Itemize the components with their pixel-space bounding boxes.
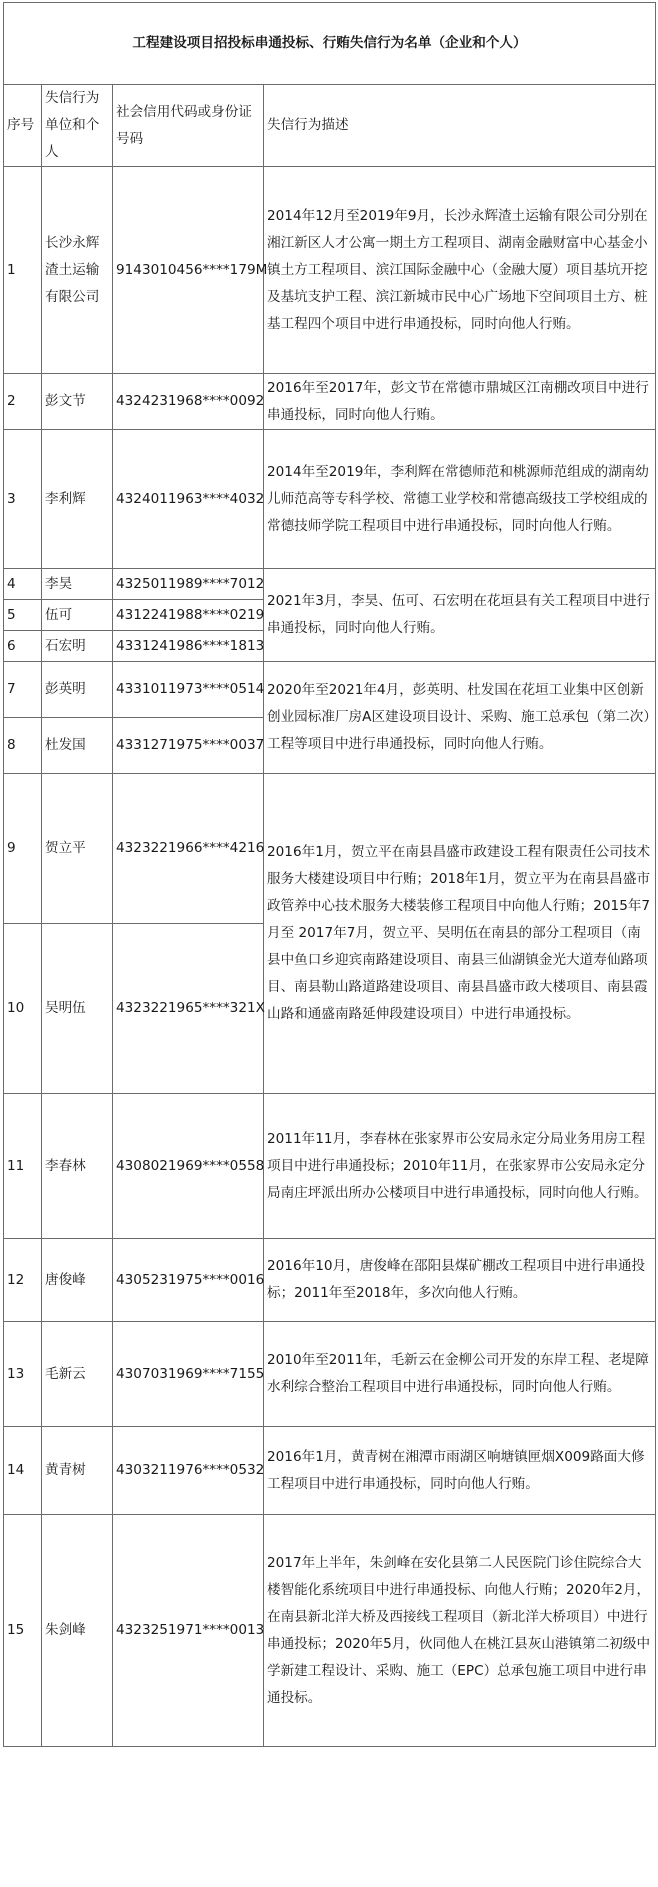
row-code: 4331271975****0037 [113,718,264,774]
row-party: 唐俊峰 [42,1239,113,1322]
header-party: 失信行为单位和个人 [42,85,113,167]
row-code: 4331011973****0514 [113,662,264,718]
table-row [4,1515,656,1747]
table-row [4,662,656,718]
row-description: 2010年至2011年，毛新云在金柳公司开发的东岸工程、老堤障水利综合整治工程项目中进行串通投标，同时向他人行贿。 [264,1322,656,1427]
row-party: 彭英明 [42,662,113,718]
table-row [4,774,656,924]
row-code: 4324231968****0092 [113,374,264,430]
row-index: 3 [4,430,42,569]
row-index: 13 [4,1322,42,1427]
row-index: 1 [4,167,42,374]
row-party: 李昊 [42,569,113,600]
header-index: 序号 [4,85,42,167]
table-row [4,1427,656,1515]
row-code: 4305231975****0016 [113,1239,264,1322]
row-description: 2016年1月，贺立平在南县昌盛市政建设工程有限责任公司技术服务大楼建设项目中行贿；2018年1月，贺立平为在南县昌盛市政管养中心技术服务大楼装修工程项目中向他人行贿；2015年7月至 2017年7月，贺立平、吴明伍在南县的部分工程项目（南县中鱼口乡迎宾南路建设项目、南县三仙湖镇金光大道寿仙路项目、南县勒山路道路建设项目、南县昌盛市政大楼项目、南县霞山路和通盛南路延伸段建设项目）中进行串通投标。 [264,774,656,1094]
row-index: 11 [4,1094,42,1239]
row-party: 李利辉 [42,430,113,569]
row-description: 2011年11月，李春林在张家界市公安局永定分局业务用房工程项目中进行串通投标；2010年11月，在张家界市公安局永定分局南庄坪派出所办公楼项目中进行串通投标，同时向他人行贿。 [264,1094,656,1239]
table-row [4,167,656,374]
table-title: 工程建设项目招投标串通投标、行贿失信行为名单（企业和个人） [4,3,656,85]
row-index: 14 [4,1427,42,1515]
row-party: 杜发国 [42,718,113,774]
row-party: 黄青树 [42,1427,113,1515]
row-description: 2016年至2017年，彭文节在常德市鼎城区江南棚改项目中进行串通投标，同时向他人行贿。 [264,374,656,430]
row-code: 4331241986****1813 [113,631,264,662]
row-description: 2014年至2019年，李利辉在常德师范和桃源师范组成的湖南幼儿师范高等专科学校、常德工业学校和常德高级技工学校组成的常德技师学院工程项目中进行串通投标，同时向他人行贿。 [264,430,656,569]
table-row [4,1094,656,1239]
row-code: 4307031969****7155 [113,1322,264,1427]
row-code: 9143010456****179M [113,167,264,374]
table-row [4,430,656,569]
page [0,2,658,1887]
row-party: 吴明伍 [42,924,113,1094]
row-code: 4323251971****0013 [113,1515,264,1747]
dishonesty-list-table [3,2,656,1747]
row-party: 伍可 [42,600,113,631]
row-index: 5 [4,600,42,631]
row-party: 李春林 [42,1094,113,1239]
row-index: 7 [4,662,42,718]
row-description: 2020年至2021年4月，彭英明、杜发国在花垣工业集中区创新创业园标准厂房A区建设项目设计、采购、施工总承包（第二次）工程等项目中进行串通投标，同时向他人行贿。 [264,662,656,774]
table-row [4,1239,656,1322]
row-code: 4323221966****4216 [113,774,264,924]
row-code: 4323221965****321X [113,924,264,1094]
row-code: 4312241988****0219 [113,600,264,631]
row-description: 2017年上半年，朱剑峰在安化县第二人民医院门诊住院综合大楼智能化系统项目中进行串通投标、向他人行贿；2020年2月，在南县新北洋大桥及西接线工程项目（新北洋大桥项目）中进行串通投标；2020年5月，伙同他人在桃江县灰山港镇第二初级中学新建工程设计、采购、施工（EPC）总承包施工项目中进行串通投标。 [264,1515,656,1747]
row-code: 4308021969****0558 [113,1094,264,1239]
row-description: 2014年12月至2019年9月，长沙永辉渣土运输有限公司分别在湘江新区人才公寓一期土方工程项目、湖南金融财富中心基金小镇土方工程项目、滨江国际金融中心（金融大厦）项目基坑开挖及基坑支护工程、滨江新城市民中心广场地下空间项目土方、桩基工程四个项目中进行串通投标，同时向他人行贿。 [264,167,656,374]
row-index: 2 [4,374,42,430]
row-index: 10 [4,924,42,1094]
row-code: 4324011963****4032 [113,430,264,569]
row-index: 15 [4,1515,42,1747]
table-row [4,374,656,430]
row-party: 长沙永辉渣土运输有限公司 [42,167,113,374]
table-row [4,569,656,600]
row-description: 2021年3月，李昊、伍可、石宏明在花垣县有关工程项目中进行串通投标，同时向他人行贿。 [264,569,656,662]
row-party: 贺立平 [42,774,113,924]
header-description: 失信行为描述 [264,85,656,167]
row-party: 毛新云 [42,1322,113,1427]
row-code: 4325011989****7012 [113,569,264,600]
row-description: 2016年1月，黄青树在湘潭市雨湖区响塘镇匣烟X009路面大修工程项目中进行串通投标，同时向他人行贿。 [264,1427,656,1515]
row-index: 8 [4,718,42,774]
row-description: 2016年10月，唐俊峰在邵阳县煤矿棚改工程项目中进行串通投标；2011年至2018年，多次向他人行贿。 [264,1239,656,1322]
header-code: 社会信用代码或身份证号码 [113,85,264,167]
row-code: 4303211976****0532 [113,1427,264,1515]
row-party: 彭文节 [42,374,113,430]
row-party: 石宏明 [42,631,113,662]
row-index: 12 [4,1239,42,1322]
row-party: 朱剑峰 [42,1515,113,1747]
row-index: 6 [4,631,42,662]
row-index: 9 [4,774,42,924]
row-index: 4 [4,569,42,600]
table-row [4,1322,656,1427]
